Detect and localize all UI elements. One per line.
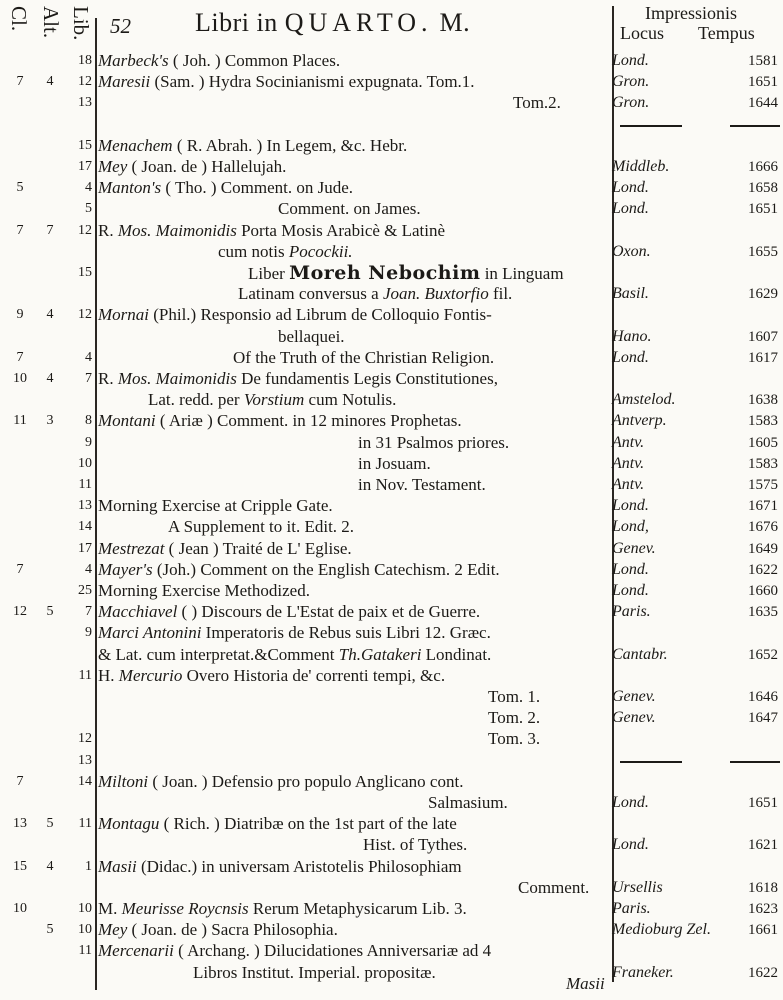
entry-title <box>518 877 589 899</box>
entry-title <box>488 686 540 708</box>
entry-row <box>0 601 783 623</box>
title-text: Imperatoris de Rebus suis Libri 12. Græc. <box>201 623 491 643</box>
class-number: 11 <box>13 413 27 429</box>
entry-title <box>98 580 310 602</box>
entry-title <box>238 283 512 305</box>
entry-title <box>98 771 463 793</box>
imprint-year: 1644 <box>748 95 778 112</box>
class-number: 7 <box>16 222 24 238</box>
imprint-year: 1617 <box>748 349 778 366</box>
entry-row <box>0 347 783 369</box>
shelf-number: 11 <box>78 816 92 832</box>
entry-title <box>98 644 491 666</box>
author-name: Meurisse Roycnsis <box>121 899 249 918</box>
altitude-number: 5 <box>46 604 54 620</box>
imprint-year: 1676 <box>748 519 778 536</box>
entry-title <box>98 495 333 517</box>
shelf-number: 11 <box>78 477 92 492</box>
entry-row <box>0 644 783 666</box>
shelf-number: 9 <box>85 625 92 641</box>
imprint-year: 1646 <box>748 689 778 705</box>
imprint-place: Antv. <box>612 476 645 493</box>
title-text: Morning Exercise at Cripple Gate. <box>98 496 333 516</box>
imprint-year: 1671 <box>748 498 778 515</box>
shelf-number: 10 <box>78 901 92 916</box>
title-text: & Lat. cum interpretat.&Comment <box>98 644 339 664</box>
title-text: ( Jean ) Traité de L' Eglise. <box>164 538 352 558</box>
entry-row <box>0 750 783 772</box>
shelf-number: 15 <box>78 137 92 153</box>
imprint-place: Antv. <box>612 454 645 472</box>
altitude-number: 4 <box>46 858 54 874</box>
entry-row <box>0 410 783 432</box>
imprint-year: 1666 <box>748 159 778 175</box>
entry-title <box>98 856 462 878</box>
entry-row <box>0 368 783 390</box>
imprint-place: Genev. <box>612 688 656 705</box>
title-text: (Phil.) Responsio ad Librum de Colloquio Fontis- <box>149 305 492 325</box>
imprint-place: Ursellis <box>612 878 663 896</box>
imprint-place: Medioburg Zel. <box>612 921 711 939</box>
editor-name: Pocockii. <box>288 241 353 261</box>
title-text: Rerum Metaphysicarum Lib. 3. <box>248 899 467 918</box>
author-name: Macchiavel <box>98 602 178 622</box>
imprint-place: Lond. <box>612 52 649 69</box>
title-text: (Joh.) Comment on the English Catechism. 2 Edit. <box>152 559 500 579</box>
imprint-place: Lond. <box>612 348 649 366</box>
entry-row <box>0 877 783 899</box>
title-text: ( R. Abrah. ) In Legem, &c. Hebr. <box>172 135 408 155</box>
shelf-number: 4 <box>85 180 92 196</box>
entry-title <box>218 241 353 263</box>
title-text: Hist. of Tythes. <box>363 835 468 855</box>
shelf-number: 10 <box>78 922 92 938</box>
entry-title <box>363 834 467 856</box>
shelf-number: 12 <box>78 731 92 747</box>
column-header-cl: Cl. <box>7 6 31 32</box>
imprint-year: 1651 <box>748 795 778 811</box>
shelf-number: 4 <box>85 349 92 365</box>
title-text: in Josuam. <box>358 453 431 473</box>
entry-row <box>0 686 783 708</box>
title-text: (Didac.) in universam Aristotelis Philosophiam <box>136 856 462 876</box>
entry-title <box>278 326 345 348</box>
imprint-place: Gron. <box>612 94 650 112</box>
section-rule <box>730 761 780 763</box>
class-number: 15 <box>13 858 27 874</box>
title-text: Tom.2. <box>513 93 561 113</box>
column-header-lib: Lib. <box>69 6 93 41</box>
author-name: Mestrezat <box>98 538 165 558</box>
altitude-number: 4 <box>46 371 54 386</box>
entry-row <box>0 940 783 962</box>
shelf-number: 17 <box>78 540 92 556</box>
title-text: in Linguam <box>480 264 564 283</box>
entry-row <box>0 962 783 984</box>
entry-title <box>98 71 475 93</box>
title-text: in Nov. Testament. <box>358 475 486 494</box>
author-name: Montani <box>98 411 156 431</box>
entry-title <box>233 347 494 369</box>
title-text: Morning Exercise Methodized. <box>98 581 310 600</box>
title-text: ( Joan. ) Defensio pro populo Anglicano cont. <box>148 771 464 791</box>
shelf-number: 12 <box>78 307 92 323</box>
entry-title <box>488 707 540 729</box>
editor-name: Joan. Buxtorfio <box>382 284 489 304</box>
shelf-number: 10 <box>78 455 92 471</box>
entry-row <box>0 792 783 814</box>
imprint-year: 1661 <box>748 922 778 939</box>
entry-row <box>0 283 783 305</box>
imprint-place: Paris. <box>612 603 651 621</box>
imprint-year: 1629 <box>748 286 778 303</box>
class-number: 5 <box>16 180 24 196</box>
shelf-number: 13 <box>78 752 92 768</box>
shelf-number: 4 <box>85 561 92 577</box>
title-text: A Supplement to it. Edit. 2. <box>168 517 355 537</box>
entry-row <box>0 198 783 220</box>
entry-title <box>98 50 340 72</box>
shelf-number: 12 <box>78 222 92 238</box>
entry-title <box>148 389 396 411</box>
imprint-place: Lond. <box>612 794 649 811</box>
entry-row <box>0 71 783 93</box>
entry-row <box>0 135 783 157</box>
class-number: 7 <box>16 74 24 90</box>
imprint-place: Lond. <box>612 560 649 578</box>
entry-title <box>168 516 354 538</box>
entry-title <box>98 177 353 199</box>
title-prefix: Libri in <box>195 8 285 37</box>
entry-title <box>98 559 500 581</box>
author-name: Montagu <box>98 814 160 834</box>
author-name: Marci Antonini <box>98 623 202 643</box>
entry-title <box>98 622 491 644</box>
imprint-place: Amstelod. <box>612 391 676 409</box>
title-text: Londinat. <box>421 644 492 664</box>
entry-title <box>248 262 564 285</box>
column-header-alt: Alt. <box>39 6 63 39</box>
entry-title <box>98 304 492 326</box>
title-text: ( ) Discours de L'Estat de paix et de Guerre. <box>177 602 481 622</box>
entry-row <box>0 728 783 750</box>
altitude-number: 4 <box>46 307 54 323</box>
shelf-number: 12 <box>78 74 92 90</box>
entry-title <box>513 92 561 114</box>
class-number: 10 <box>13 901 27 916</box>
title-text: fil. <box>488 284 513 304</box>
imprint-place: Antverp. <box>612 412 667 430</box>
entry-title <box>358 453 431 475</box>
imprint-year: 1607 <box>748 328 778 345</box>
entry-title <box>428 792 508 814</box>
imprint-year: 1623 <box>748 901 778 917</box>
imprint-place: Antv. <box>612 433 645 451</box>
imprint-place: Lond. <box>612 497 649 515</box>
entry-row <box>0 834 783 856</box>
altitude-number: 7 <box>46 222 54 238</box>
imprint-year: 1651 <box>748 201 778 218</box>
title-text: Lat. redd. per <box>148 390 244 410</box>
imprint-year: 1583 <box>748 413 778 430</box>
class-number: 10 <box>13 371 27 386</box>
imprint-year: 1622 <box>748 964 778 981</box>
shelf-number: 11 <box>78 943 92 959</box>
entry-row <box>0 50 783 72</box>
entry-title <box>98 813 457 835</box>
imprint-year: 1649 <box>748 540 778 557</box>
entry-row <box>0 177 783 199</box>
title-text: ( Rich. ) Diatribæ on the 1st part of the late <box>159 814 457 834</box>
author-name: Manton's <box>98 178 162 198</box>
author-name: Mornai <box>98 305 149 325</box>
column-header-tempus: Tempus <box>698 23 755 43</box>
entry-title <box>358 432 509 454</box>
page-number: 52 <box>110 14 131 38</box>
imprint-place: Franeker. <box>612 963 674 981</box>
imprint-place: Paris. <box>612 900 651 917</box>
editor-name: Th.Gatakeri <box>338 644 422 664</box>
title-text: Tom. 3. <box>488 729 541 749</box>
entry-title <box>358 474 486 496</box>
entry-row <box>0 432 783 454</box>
entry-title <box>278 198 421 220</box>
imprint-place: Middleb. <box>612 158 670 175</box>
title-text: ( Joan. de ) Hallelujah. <box>127 157 287 176</box>
imprint-place: Lond. <box>612 582 649 599</box>
entry-title <box>193 962 436 984</box>
entry-title <box>98 156 286 178</box>
author-name: Mercenarii <box>98 941 174 961</box>
title-text: Latinam conversus a <box>238 284 383 304</box>
shelf-number: 1 <box>85 858 92 874</box>
imprint-place: Lond. <box>612 836 649 854</box>
entry-row <box>0 538 783 560</box>
title-text: cum notis <box>218 241 289 261</box>
entry-title <box>488 728 540 750</box>
entry-title <box>98 940 491 962</box>
entry-row <box>0 707 783 729</box>
class-number: 9 <box>16 307 24 323</box>
entry-row <box>0 813 783 835</box>
title-prefix: Liber <box>248 264 290 283</box>
entry-row <box>0 262 783 284</box>
entry-title <box>98 220 445 242</box>
shelf-number: 11 <box>78 667 92 683</box>
shelf-number: 5 <box>85 201 92 217</box>
entry-row <box>0 580 783 602</box>
imprint-year: 1647 <box>748 710 778 727</box>
imprint-place: Cantabr. <box>612 645 668 663</box>
section-rule <box>620 761 682 763</box>
shelf-number: 9 <box>85 434 92 450</box>
altitude-number: 3 <box>46 413 54 429</box>
imprint-year: 1605 <box>748 434 778 451</box>
entry-title <box>98 665 445 687</box>
title-text: bellaquei. <box>278 326 345 346</box>
author-name: Marbeck's <box>98 51 169 70</box>
imprint-year: 1583 <box>748 455 778 472</box>
editor-name: Vorstium <box>243 390 305 410</box>
entry-title <box>98 601 480 623</box>
entry-title <box>98 410 462 432</box>
imprint-place: Lond. <box>612 200 649 218</box>
shelf-number: 14 <box>78 773 92 789</box>
entry-title <box>98 135 407 157</box>
entry-row <box>0 495 783 517</box>
author-name: Mey <box>98 920 128 940</box>
author-name: Mercurio <box>118 665 183 685</box>
shelf-number: 8 <box>85 413 92 429</box>
author-name: Mayer's <box>98 559 153 579</box>
shelf-number: 15 <box>78 265 92 280</box>
entry-title <box>98 919 338 941</box>
title-text: Libros Institut. Imperial. propositæ. <box>193 962 436 982</box>
imprint-place: Lond, <box>612 518 649 536</box>
shelf-number: 13 <box>78 498 92 514</box>
title-text: Porta Mosis Arabicè & Latinè <box>236 220 446 240</box>
imprint-place: Gron. <box>612 73 650 91</box>
entry-row <box>0 453 783 475</box>
shelf-number: 17 <box>78 159 92 174</box>
entry-row <box>0 156 783 178</box>
title-text: ( Joan. de ) Sacra Philosophia. <box>127 920 338 940</box>
entry-row <box>0 304 783 326</box>
imprint-year: 1638 <box>748 392 778 409</box>
title-text: Salmasium. <box>428 793 508 812</box>
entry-row <box>0 771 783 793</box>
catchword: Masii <box>566 974 605 993</box>
imprint-year: 1658 <box>748 180 778 197</box>
imprint-place: Genev. <box>612 539 656 557</box>
imprint-place: Oxon. <box>612 242 651 260</box>
entry-row <box>0 474 783 496</box>
imprint-year: 1652 <box>748 646 778 663</box>
title-text: De fundamentis Legis Constitutiones, <box>236 369 498 388</box>
altitude-number: 4 <box>46 74 54 90</box>
author-name: Menachem <box>98 135 173 155</box>
section-rule <box>730 125 780 127</box>
class-number: 7 <box>16 349 24 365</box>
entry-row <box>0 919 783 941</box>
class-number: 7 <box>16 773 24 789</box>
title-text: Comment. <box>518 877 590 897</box>
imprint-year: 1660 <box>748 583 778 599</box>
imprint-year: 1618 <box>748 879 778 896</box>
entry-row <box>0 622 783 644</box>
author-name: Mos. Maimonidis <box>117 369 237 388</box>
entry-row <box>0 516 783 538</box>
shelf-number: 7 <box>85 371 92 386</box>
shelf-number: 18 <box>78 53 92 68</box>
entry-row <box>0 114 783 136</box>
entry-row <box>0 326 783 348</box>
title-text: Tom. 2. <box>488 708 541 728</box>
entry-title <box>98 368 498 390</box>
title-prefix: H. <box>98 665 119 685</box>
title-text: (Sam. ) Hydra Socinianismi expugnata. Tom.1. <box>150 72 475 92</box>
class-number: 13 <box>13 816 27 832</box>
entry-title <box>98 538 352 560</box>
shelf-number: 14 <box>78 519 92 535</box>
entry-row <box>0 559 783 581</box>
altitude-number: 5 <box>46 922 54 938</box>
class-number: 12 <box>13 604 27 620</box>
author-name: Maresii <box>98 72 151 92</box>
column-header-locus: Locus <box>620 23 664 43</box>
imprint-place: Basil. <box>612 285 649 303</box>
entry-row <box>0 220 783 242</box>
title-text: ( Ariæ ) Comment. in 12 minores Prophetas. <box>155 411 462 431</box>
entry-row <box>0 856 783 878</box>
title-text: ( Joh. ) Common Places. <box>168 51 341 70</box>
page-title <box>195 8 470 38</box>
imprint-year: 1622 <box>748 561 778 578</box>
title-prefix: R. <box>98 220 118 240</box>
imprint-year: 1575 <box>748 477 778 493</box>
imprint-place: Genev. <box>612 709 656 727</box>
author-name: Mos. Maimonidis <box>117 220 237 240</box>
imprint-year: 1581 <box>748 53 778 69</box>
title-text: Comment. on James. <box>278 199 421 219</box>
entry-row <box>0 665 783 687</box>
entry-title <box>98 898 467 920</box>
title-text: ( Tho. ) Comment. on Jude. <box>161 178 354 198</box>
entry-row <box>0 898 783 920</box>
title-prefix: R. <box>98 369 118 388</box>
imprint-year: 1655 <box>748 243 778 260</box>
title-prefix: M. <box>98 899 122 918</box>
title-text: cum Notulis. <box>304 390 397 410</box>
imprint-year: 1635 <box>748 604 778 621</box>
title-text: in 31 Psalmos priores. <box>358 432 510 452</box>
class-number: 7 <box>16 561 24 577</box>
author-name: Mey <box>98 157 128 176</box>
author-name: Masii <box>98 856 137 876</box>
author-name: Miltoni <box>98 771 149 791</box>
title-format: QUARTO. <box>284 8 433 37</box>
title-text: ( Archang. ) Dilucidationes Anniversariæ ad 4 <box>173 941 492 961</box>
shelf-number: 7 <box>85 604 92 620</box>
column-header-impressionis: Impressionis <box>645 3 737 23</box>
section-rule <box>620 125 682 127</box>
entry-row <box>0 92 783 114</box>
title-text: Tom. 1. <box>488 687 541 706</box>
altitude-number: 5 <box>46 816 54 832</box>
shelf-number: 13 <box>78 95 92 111</box>
shelf-number: 25 <box>78 583 92 598</box>
entry-row <box>0 389 783 411</box>
blackletter-title: Moreh Nebochim <box>289 262 481 284</box>
title-letter: M. <box>432 8 471 37</box>
title-text: Of the Truth of the Christian Religion. <box>233 347 495 367</box>
title-text: Overo Historia de' correnti tempi, &c. <box>182 665 446 685</box>
imprint-year: 1651 <box>748 74 778 91</box>
imprint-place: Lond. <box>612 179 649 197</box>
imprint-place: Hano. <box>612 327 652 345</box>
imprint-year: 1621 <box>748 837 778 854</box>
entry-row <box>0 241 783 263</box>
